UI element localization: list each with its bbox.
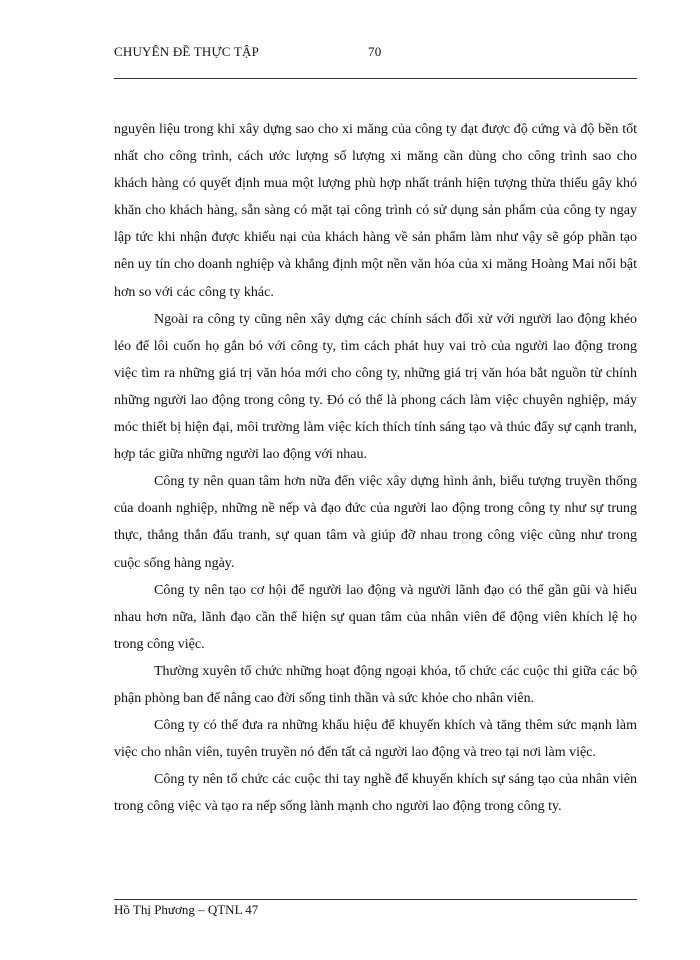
document-body [114, 116, 637, 820]
page-footer: Hồ Thị Phương – QTNL 47 [114, 902, 259, 917]
page-header [114, 44, 637, 64]
paragraph-employee-policy: Ngoài ra công ty cũng nên xây dựng các chính sách đối xử với người lao động khéo léo để lôi cuốn họ gắn bó với công ty, tìm cách phát huy vai trò của người lao động trong việc tìm ra những giá trị văn hóa mới cho công ty, những giá trị văn hóa bắt nguồn từ chính những người lao động trong công ty. Đó có thể là phong cách làm việc chuyên nghiệp, máy móc thiết bị hiện đại, môi trường làm việc kích thích tính sáng tạo và thúc đẩy sự cạnh tranh, hợp tác giữa những người lao động với nhau. [114, 311, 637, 463]
paragraph-leadership-closeness: Công ty nên tạo cơ hội để người lao động và người lãnh đạo có thể gần gũi và hiểu nhau hơn nữa, lãnh đạo cần thể hiện sự quan tâm của nhân viên để động viên khích lệ họ trong công việc. [114, 582, 637, 652]
paragraph-skill-contests: Công ty nên tổ chức các cuộc thi tay nghề để khuyến khích sự sáng tạo của nhân viên trong công việc và tạo ra nếp sống lành mạnh cho người lao động trong công ty. [114, 772, 637, 815]
footer-divider [114, 899, 637, 900]
paragraph-slogans: Công ty có thể đưa ra những khẩu hiệu để khuyến khích và tăng thêm sức mạnh làm việc cho nhân viên, tuyên truyền nó đến tất cả người lao động và treo tại nơi làm việc. [114, 718, 637, 761]
header-divider [114, 78, 637, 79]
header-title: CHUYÊN ĐỀ THỰC TẬP [114, 44, 260, 59]
page-number: 70 [368, 44, 382, 59]
paragraph-company-image: Công ty nên quan tâm hơn nữa đến việc xây dựng hình ảnh, biểu tượng truyền thống của doanh nghiệp, những nề nếp và đạo đức của người lao động trong công ty như sự trung thực, thẳng thắn đấu tranh, sự quan tâm và giúp đỡ nhau trong công việc cũng như trong cuộc sống hàng ngày. [114, 474, 637, 571]
paragraph-continuation: nguyên liệu trong khi xây dựng sao cho xi măng của công ty đạt được độ cứng và độ bền tốt nhất cho công trình, cách ước lượng số lượng xi măng cần dùng cho công trình sao cho khách hàng có quyết định mua một lượng phù hợp nhất tránh hiện tượng thừa thiếu gây khó khăn cho khách hàng, sẵn sàng có mặt tại công trình có sử dụng sản phẩm của công ty ngay lập tức khi nhận được khiếu nại của khách hàng về sản phẩm làm như vậy sẽ góp phần tạo nên uy tín cho doanh nghiệp và khẳng định một nền văn hóa của xi măng Hoàng Mai nổi bật hơn so với các công ty khác. [114, 122, 637, 300]
paragraph-extracurricular: Thường xuyên tổ chức những hoạt động ngoại khóa, tổ chức các cuộc thi giữa các bộ phận phòng ban để nâng cao đời sống tinh thần và sức khỏe cho nhân viên. [114, 663, 637, 706]
